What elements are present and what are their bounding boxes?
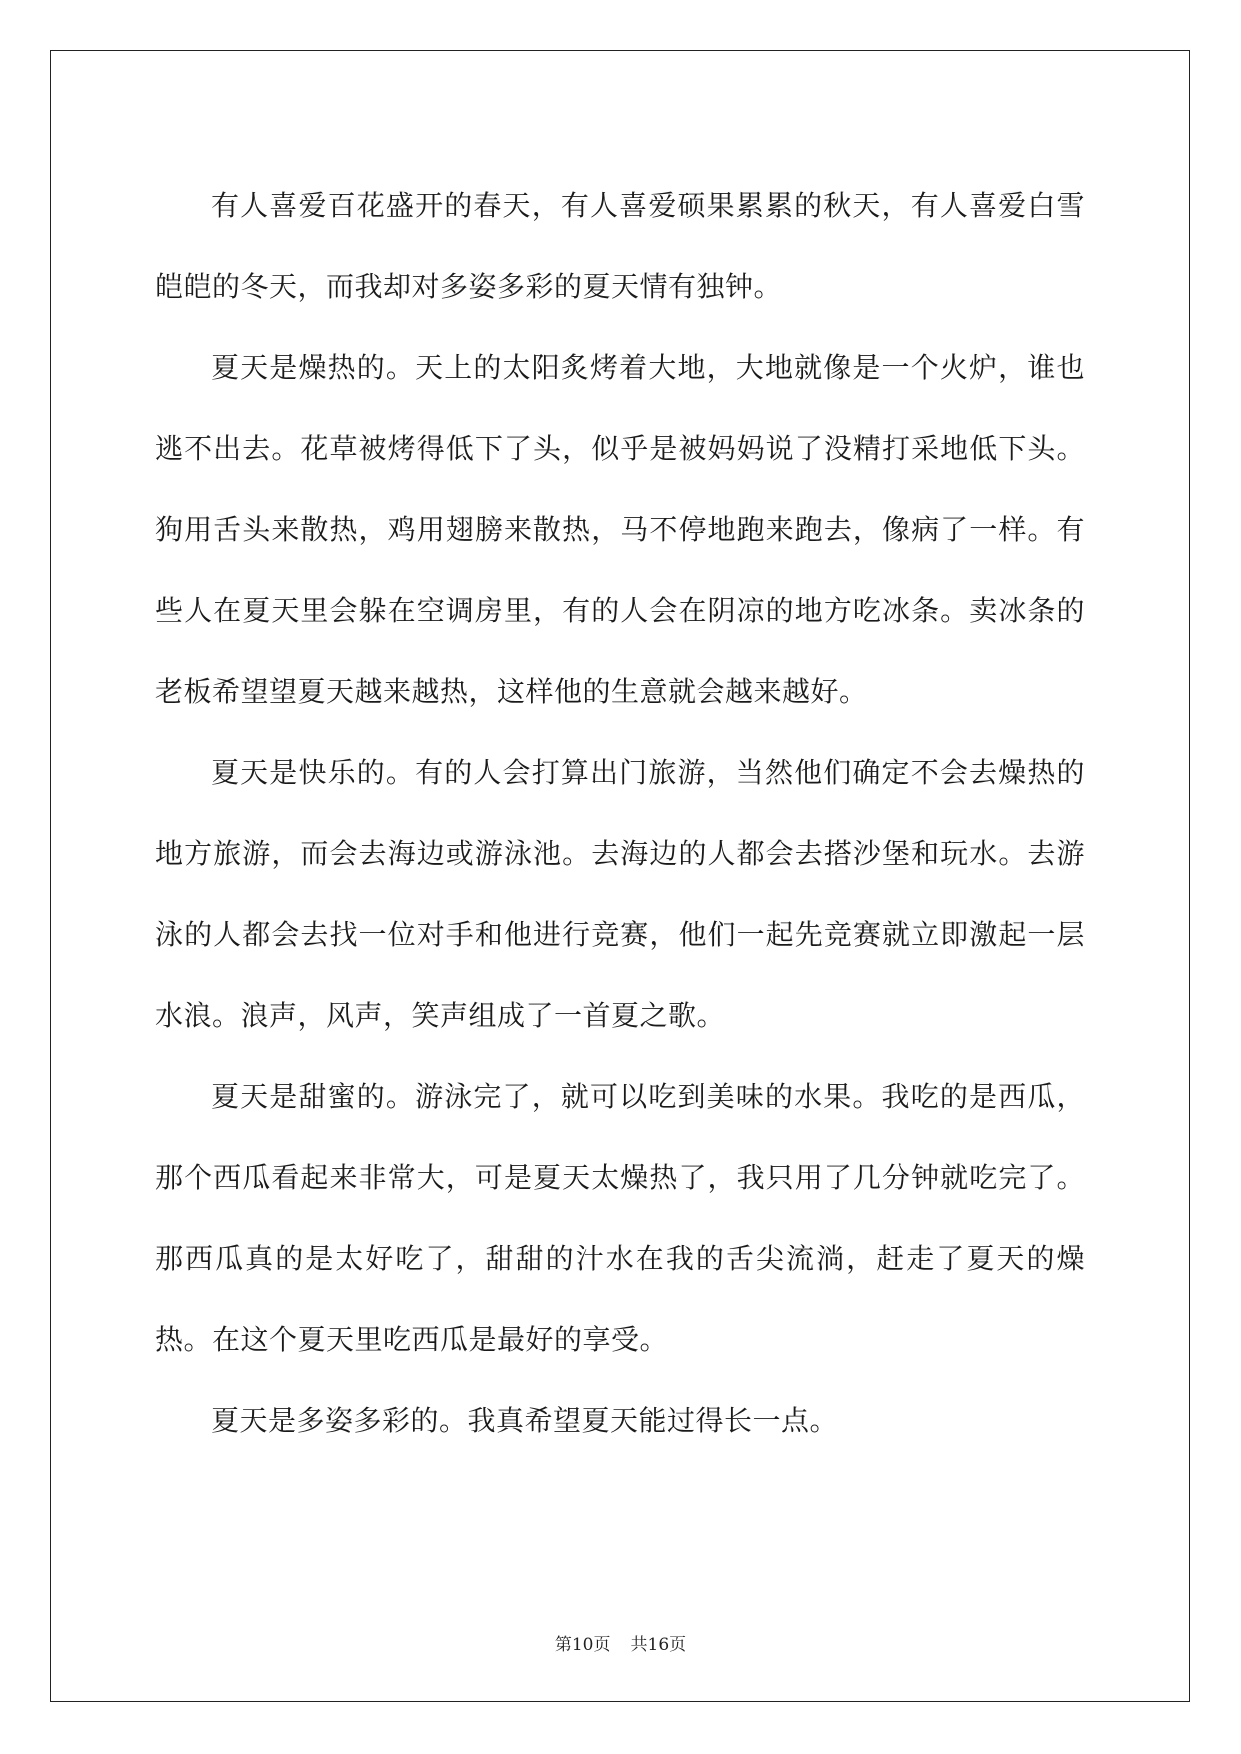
paragraph-hot: 夏天是燥热的。天上的太阳炙烤着大地，大地就像是一个火炉，谁也逃不出去。花草被烤得低下了头，似乎是被妈妈说了没精打采地低下头。狗用舌头来散热，鸡用翅膀来散热，马不停地跑来跑去，像病了一样。有些人在夏天里会躲在空调房里，有的人会在阴凉的地方吃冰条。卖冰条的老板希望望夏天越来越热，这样他的生意就会越来越好。 [155,351,1085,708]
page-number: 第10页 [554,1635,611,1655]
page-total: 共16页 [630,1635,687,1655]
paragraph-sweet: 夏天是甜蜜的。游泳完了，就可以吃到美味的水果。我吃的是西瓜，那个西瓜看起来非常大，可是夏天太燥热了，我只用了几分钟就吃完了。那西瓜真的是太好吃了，甜甜的汁水在我的舌尖流淌，赶走了夏天的燥热。在这个夏天里吃西瓜是最好的享受。 [155,1080,1085,1356]
page-footer [0,1630,1241,1655]
paragraph-conclusion: 夏天是多姿多彩的。我真希望夏天能过得长一点。 [211,1404,839,1437]
paragraph-intro: 有人喜爱百花盛开的春天，有人喜爱硕果累累的秋天，有人喜爱白雪皑皑的冬天，而我却对多姿多彩的夏天情有独钟。 [155,189,1085,303]
paragraph-happy: 夏天是快乐的。有的人会打算出门旅游，当然他们确定不会去燥热的地方旅游，而会去海边或游泳池。去海边的人都会去搭沙堡和玩水。去游泳的人都会去找一位对手和他进行竞赛，他们一起先竞赛就立即激起一层水浪。浪声，风声，笑声组成了一首夏之歌。 [155,756,1085,1032]
document-body [155,165,1085,1461]
